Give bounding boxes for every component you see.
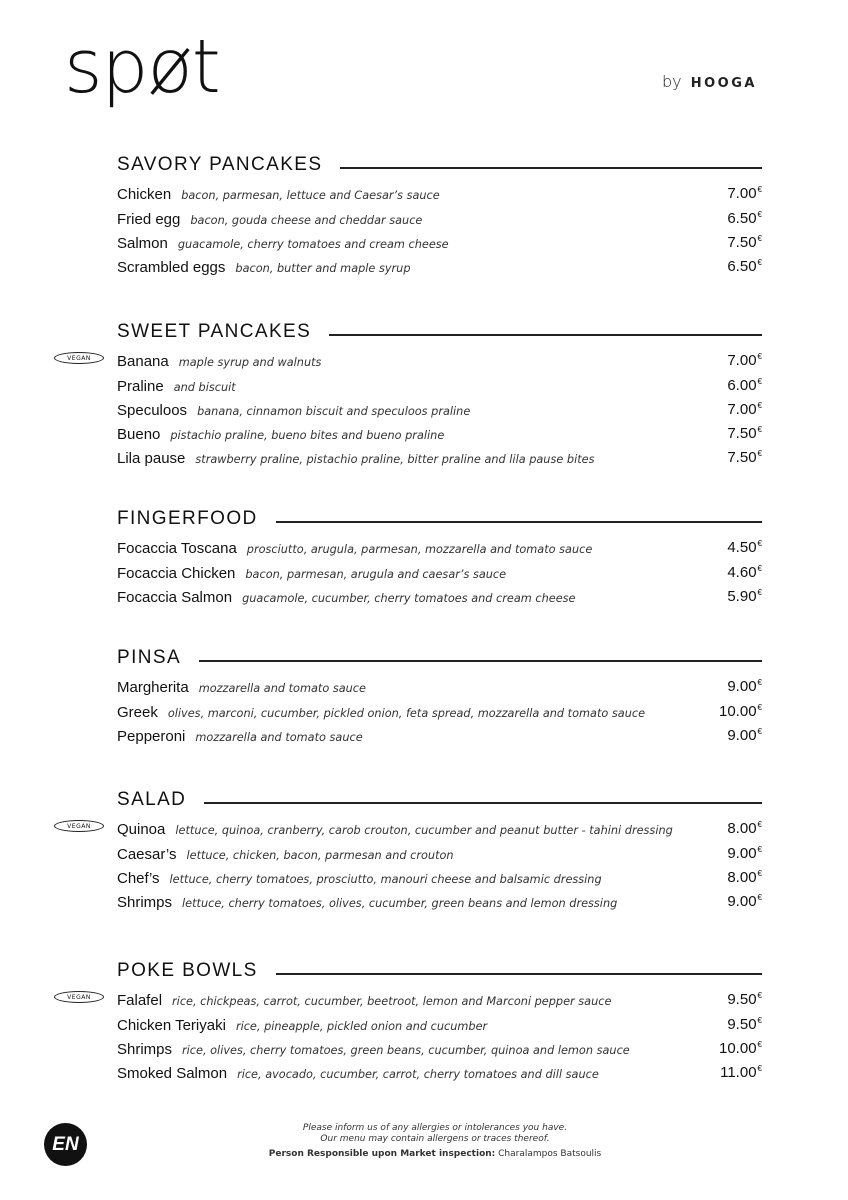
vegan-badge: VEGAN bbox=[54, 352, 104, 364]
section-divider bbox=[199, 660, 762, 662]
menu-item bbox=[117, 888, 762, 912]
currency-symbol: € bbox=[757, 563, 762, 573]
price-value: 4.50 bbox=[727, 539, 757, 557]
item-price bbox=[727, 538, 762, 557]
currency-symbol: € bbox=[757, 352, 762, 362]
currency-symbol: € bbox=[757, 726, 762, 736]
menu-item bbox=[67, 347, 762, 371]
currency-symbol: € bbox=[757, 1039, 762, 1049]
item-price bbox=[727, 587, 762, 606]
item-description: lettuce, quinoa, cranberry, carob crouton, cucumber and peanut butter - tahini dressing bbox=[175, 824, 673, 838]
menu-item bbox=[117, 864, 762, 888]
item-description: guacamole, cherry tomatoes and cream cheese bbox=[177, 237, 449, 251]
item-list bbox=[117, 673, 762, 746]
responsible-label: Person Responsible upon Market inspection: bbox=[268, 1149, 496, 1159]
currency-symbol: € bbox=[757, 258, 762, 268]
menu-section bbox=[67, 958, 762, 1083]
item-price bbox=[727, 209, 762, 228]
item-description: strawberry praline, pistachio praline, bitter praline and lila pause bites bbox=[195, 453, 595, 467]
allergy-note-1: Please inform us of any allergies or intolerances you have. bbox=[302, 1123, 568, 1133]
currency-symbol: € bbox=[757, 991, 762, 1001]
currency-symbol: € bbox=[757, 185, 762, 195]
item-description: bacon, parmesan, arugula and caesar’s sauce bbox=[245, 567, 507, 581]
language-badge[interactable]: EN bbox=[44, 1123, 87, 1166]
item-description: banana, cinnamon biscuit and speculoos praline bbox=[197, 404, 471, 418]
item-list bbox=[67, 815, 762, 912]
item-description: pistachio praline, bueno bites and bueno praline bbox=[170, 429, 445, 443]
item-description: bacon, gouda cheese and cheddar sauce bbox=[190, 213, 423, 227]
price-value: 9.00 bbox=[727, 844, 757, 862]
byline bbox=[662, 72, 757, 91]
price-value: 7.00 bbox=[727, 352, 757, 370]
price-value: 9.50 bbox=[727, 991, 757, 1009]
item-name: Chicken bbox=[117, 186, 172, 204]
item-price bbox=[727, 868, 762, 887]
item-price bbox=[727, 844, 762, 863]
item-price bbox=[727, 424, 762, 443]
menu-item bbox=[117, 204, 762, 228]
currency-symbol: € bbox=[757, 376, 762, 386]
item-name: Fried egg bbox=[117, 210, 181, 228]
item-name: Chicken Teriyaki bbox=[117, 1016, 226, 1034]
section-header bbox=[117, 506, 762, 532]
item-description: rice, avocado, cucumber, carrot, cherry tomatoes and dill sauce bbox=[237, 1068, 599, 1082]
item-description: rice, olives, cherry tomatoes, green beans, cucumber, quinoa and lemon sauce bbox=[182, 1043, 630, 1057]
menu-item bbox=[117, 253, 762, 277]
vegan-badge: VEGAN bbox=[54, 991, 104, 1003]
price-value: 8.00 bbox=[727, 868, 757, 886]
item-description: mozzarella and tomato sauce bbox=[198, 682, 366, 696]
section-divider bbox=[329, 334, 762, 336]
byline-by: by bbox=[662, 72, 682, 91]
section-title: FINGERFOOD bbox=[117, 508, 258, 529]
responsible-person bbox=[230, 1149, 640, 1160]
item-price bbox=[727, 563, 762, 582]
menu-section bbox=[117, 152, 762, 277]
price-value: 7.50 bbox=[727, 425, 757, 443]
logo: spøt bbox=[64, 24, 220, 110]
section-title: SAVORY PANCAKES bbox=[117, 154, 323, 175]
item-name: Margherita bbox=[117, 679, 189, 697]
price-value: 6.50 bbox=[727, 258, 757, 276]
menu-section bbox=[67, 319, 762, 468]
item-name: Focaccia Chicken bbox=[117, 564, 236, 582]
section-title: POKE BOWLS bbox=[117, 960, 258, 981]
item-name: Salmon bbox=[117, 234, 168, 252]
section-header bbox=[117, 787, 762, 813]
item-price bbox=[719, 1039, 762, 1058]
item-description: and biscuit bbox=[173, 380, 236, 394]
responsible-name: Charalampos Batsoulis bbox=[498, 1149, 602, 1159]
item-list bbox=[117, 180, 762, 277]
item-price bbox=[727, 726, 762, 745]
item-price bbox=[727, 990, 762, 1009]
item-price bbox=[727, 400, 762, 419]
menu-item bbox=[117, 371, 762, 395]
section-title: SALAD bbox=[117, 789, 187, 810]
section-header bbox=[117, 645, 762, 671]
item-price bbox=[727, 1015, 762, 1034]
currency-symbol: € bbox=[757, 1064, 762, 1074]
currency-symbol: € bbox=[757, 678, 762, 688]
menu-item bbox=[67, 986, 762, 1010]
section-header bbox=[117, 958, 762, 984]
section-divider bbox=[276, 973, 762, 975]
item-name: Banana bbox=[117, 353, 169, 371]
item-description: lettuce, cherry tomatoes, olives, cucumber, green beans and lemon dressing bbox=[182, 897, 618, 911]
item-name: Pepperoni bbox=[117, 727, 186, 745]
menu-section bbox=[117, 506, 762, 607]
menu-item bbox=[117, 229, 762, 253]
item-description: prosciutto, arugula, parmesan, mozzarella and tomato sauce bbox=[246, 543, 593, 557]
section-divider bbox=[340, 167, 762, 169]
item-price bbox=[727, 819, 762, 838]
menu-section bbox=[117, 645, 762, 746]
currency-symbol: € bbox=[757, 820, 762, 830]
item-list bbox=[67, 347, 762, 468]
price-value: 10.00 bbox=[719, 1039, 757, 1057]
currency-symbol: € bbox=[757, 425, 762, 435]
item-name: Quinoa bbox=[117, 821, 166, 839]
price-value: 8.00 bbox=[727, 820, 757, 838]
currency-symbol: € bbox=[757, 449, 762, 459]
item-price bbox=[727, 677, 762, 696]
allergy-note-2: Our menu may contain allergens or traces thereof. bbox=[320, 1134, 550, 1144]
item-price bbox=[727, 448, 762, 467]
item-price bbox=[727, 233, 762, 252]
menu-item bbox=[117, 534, 762, 558]
menu-item bbox=[117, 558, 762, 582]
currency-symbol: € bbox=[757, 233, 762, 243]
item-name: Speculoos bbox=[117, 401, 188, 419]
item-description: lettuce, chicken, bacon, parmesan and crouton bbox=[186, 848, 454, 862]
price-value: 9.00 bbox=[727, 726, 757, 744]
menu-section bbox=[67, 787, 762, 912]
item-description: lettuce, cherry tomatoes, prosciutto, manouri cheese and balsamic dressing bbox=[169, 872, 602, 886]
price-value: 7.00 bbox=[727, 400, 757, 418]
item-description: maple syrup and walnuts bbox=[178, 356, 322, 370]
currency-symbol: € bbox=[757, 893, 762, 903]
menu-item bbox=[117, 444, 762, 468]
price-value: 6.00 bbox=[727, 376, 757, 394]
item-name: Praline bbox=[117, 377, 164, 395]
item-name: Focaccia Toscana bbox=[117, 540, 237, 558]
item-name: Caesar’s bbox=[117, 845, 177, 863]
price-value: 9.00 bbox=[727, 893, 757, 911]
footer bbox=[230, 1123, 640, 1160]
item-description: olives, marconi, cucumber, pickled onion, feta spread, mozzarella and tomato sauce bbox=[167, 706, 646, 720]
price-value: 7.50 bbox=[727, 233, 757, 251]
section-divider bbox=[204, 802, 762, 804]
item-description: rice, pineapple, pickled onion and cucumber bbox=[235, 1019, 488, 1033]
section-header bbox=[117, 319, 762, 345]
item-list bbox=[67, 986, 762, 1083]
item-name: Shrimps bbox=[117, 1040, 173, 1058]
section-header bbox=[117, 152, 762, 178]
item-name: Scrambled eggs bbox=[117, 259, 226, 277]
item-price bbox=[727, 892, 762, 911]
item-name: Greek bbox=[117, 703, 158, 721]
price-value: 10.00 bbox=[719, 702, 757, 720]
item-price bbox=[727, 184, 762, 203]
item-name: Bueno bbox=[117, 426, 161, 444]
section-title: SWEET PANCAKES bbox=[117, 321, 312, 342]
price-value: 9.50 bbox=[727, 1015, 757, 1033]
item-list bbox=[117, 534, 762, 607]
menu-item bbox=[117, 396, 762, 420]
price-value: 7.00 bbox=[727, 185, 757, 203]
brand-name: HOOGA bbox=[690, 76, 757, 91]
menu-item bbox=[117, 697, 762, 721]
item-name: Smoked Salmon bbox=[117, 1065, 228, 1083]
item-description: mozzarella and tomato sauce bbox=[195, 730, 363, 744]
menu-item bbox=[117, 180, 762, 204]
item-name: Shrimps bbox=[117, 894, 173, 912]
item-name: Chef’s bbox=[117, 869, 160, 887]
menu-item bbox=[117, 1035, 762, 1059]
currency-symbol: € bbox=[757, 539, 762, 549]
currency-symbol: € bbox=[757, 868, 762, 878]
item-price bbox=[719, 702, 762, 721]
menu-item bbox=[117, 1010, 762, 1034]
price-value: 7.50 bbox=[727, 449, 757, 467]
currency-symbol: € bbox=[757, 702, 762, 712]
menu-item bbox=[117, 583, 762, 607]
menu-item bbox=[117, 839, 762, 863]
item-price bbox=[727, 376, 762, 395]
vegan-badge: VEGAN bbox=[54, 820, 104, 832]
menu-item bbox=[117, 420, 762, 444]
menu-item bbox=[117, 673, 762, 697]
item-description: rice, chickpeas, carrot, cucumber, beetroot, lemon and Marconi pepper sauce bbox=[172, 995, 612, 1009]
item-description: guacamole, cucumber, cherry tomatoes and cream cheese bbox=[242, 591, 576, 605]
price-value: 9.00 bbox=[727, 678, 757, 696]
currency-symbol: € bbox=[757, 587, 762, 597]
price-value: 4.60 bbox=[727, 563, 757, 581]
currency-symbol: € bbox=[757, 1015, 762, 1025]
item-name: Falafel bbox=[117, 992, 163, 1010]
currency-symbol: € bbox=[757, 844, 762, 854]
menu-item bbox=[117, 1059, 762, 1083]
section-divider bbox=[276, 521, 762, 523]
section-title: PINSA bbox=[117, 647, 182, 668]
item-price bbox=[727, 351, 762, 370]
price-value: 5.90 bbox=[727, 587, 757, 605]
price-value: 6.50 bbox=[727, 209, 757, 227]
menu-item bbox=[117, 722, 762, 746]
item-price bbox=[727, 257, 762, 276]
item-name: Lila pause bbox=[117, 450, 186, 468]
item-price bbox=[720, 1063, 762, 1082]
currency-symbol: € bbox=[757, 400, 762, 410]
item-description: bacon, butter and maple syrup bbox=[235, 262, 411, 276]
item-name: Focaccia Salmon bbox=[117, 588, 233, 606]
item-description: bacon, parmesan, lettuce and Caesar’s sauce bbox=[181, 189, 440, 203]
currency-symbol: € bbox=[757, 209, 762, 219]
menu-item bbox=[67, 815, 762, 839]
price-value: 11.00 bbox=[720, 1064, 757, 1082]
